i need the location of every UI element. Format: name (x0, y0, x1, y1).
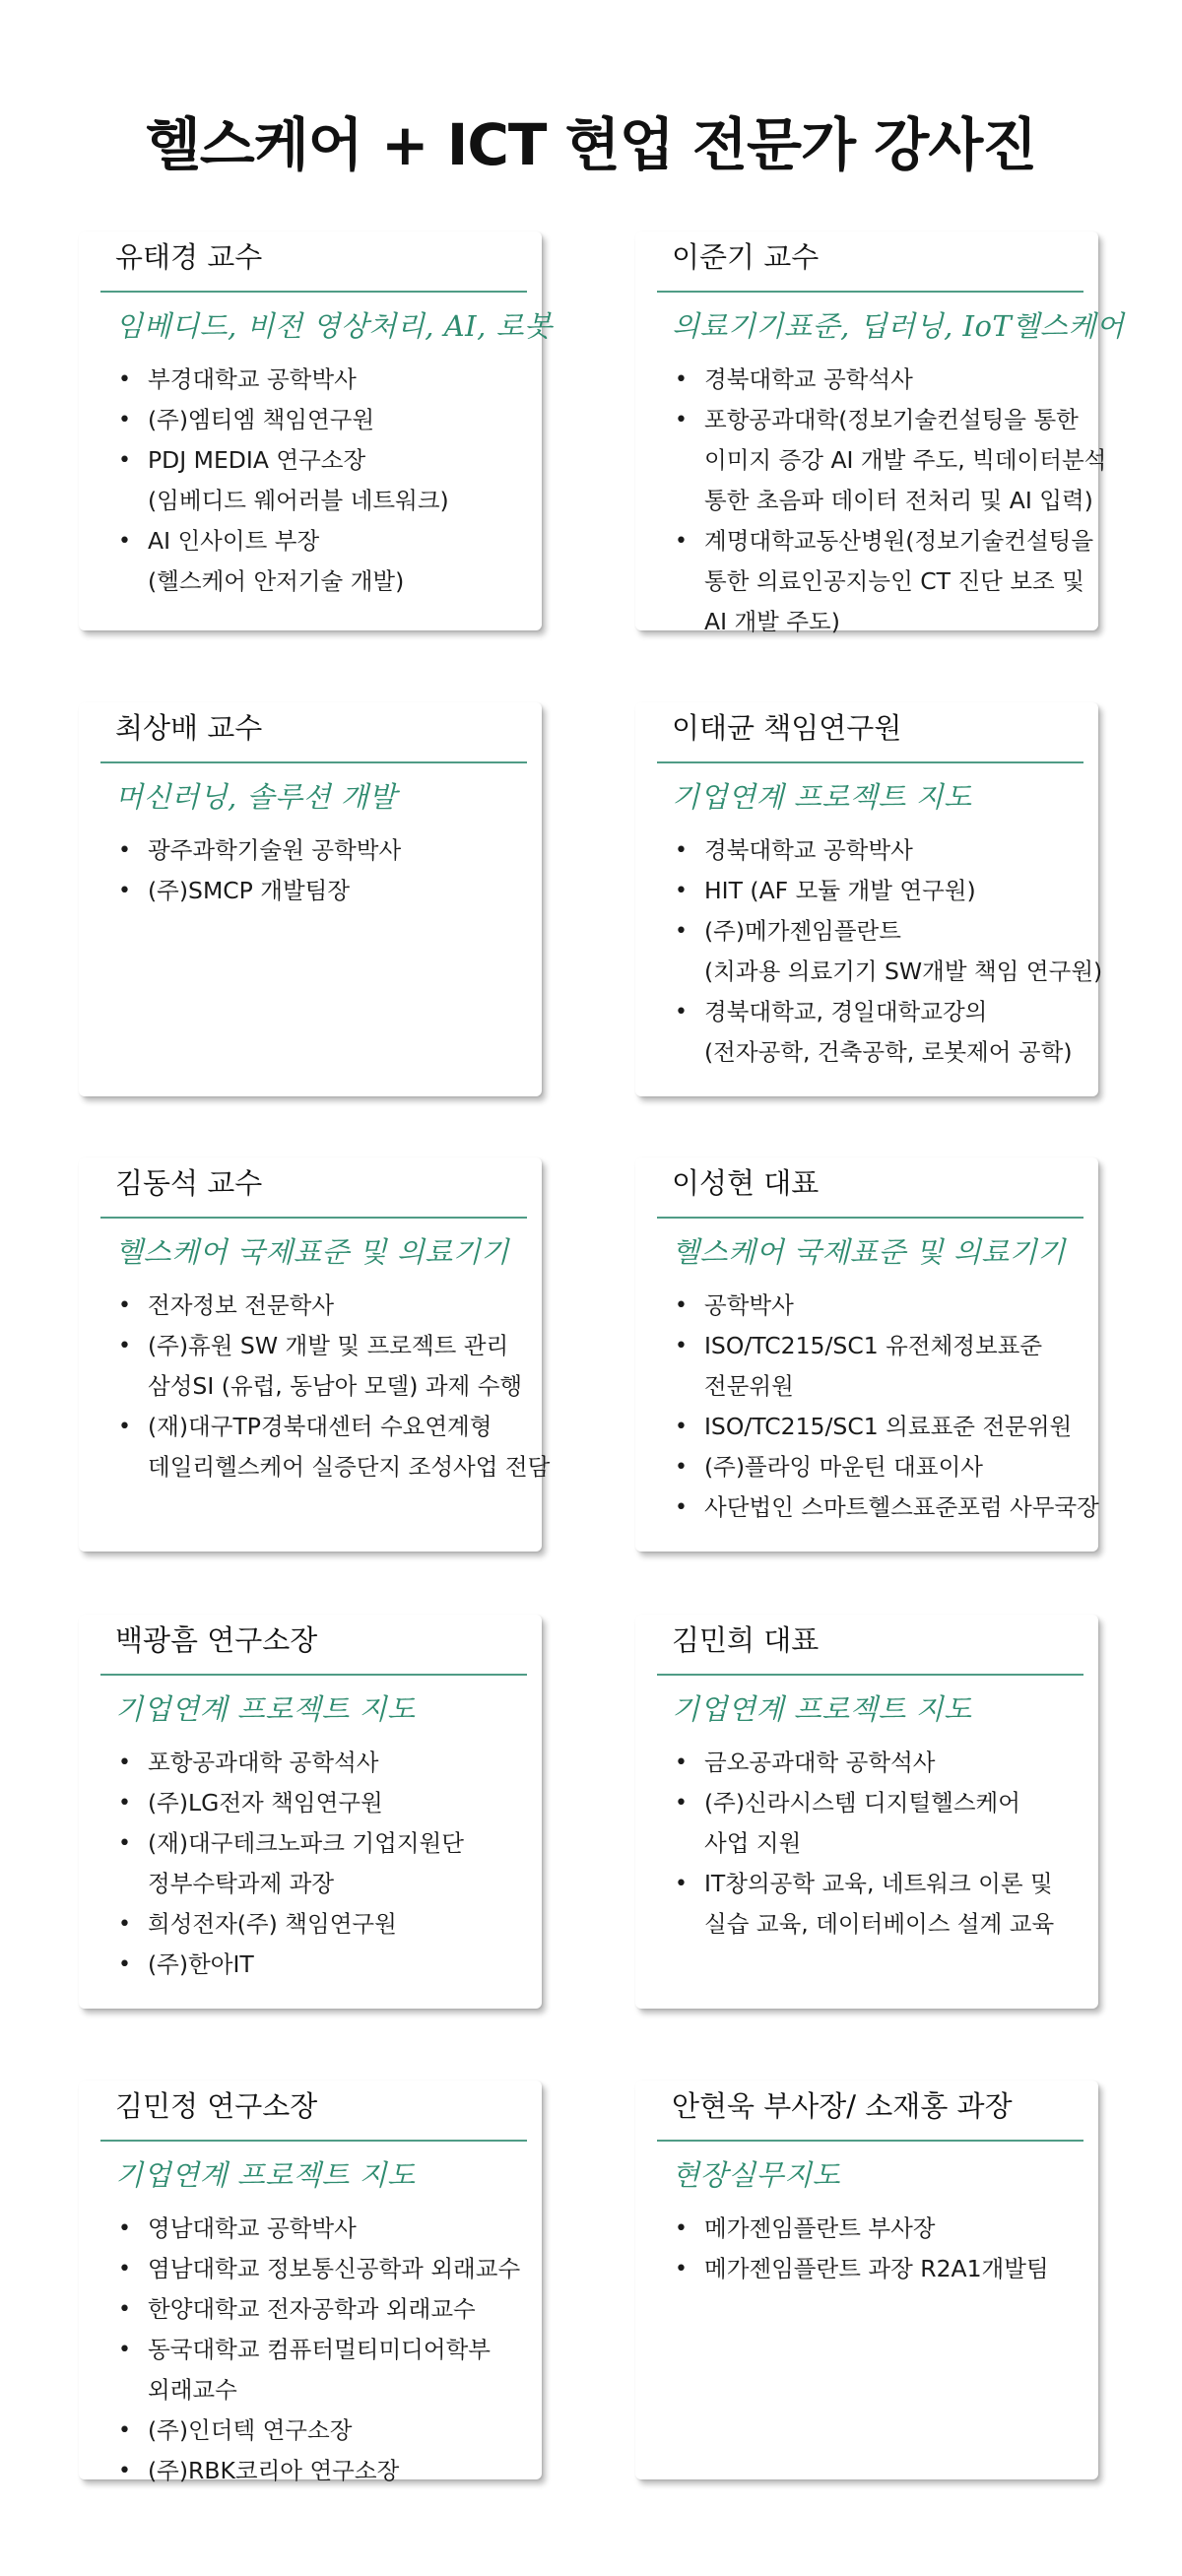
divider (100, 1217, 527, 1219)
credential-line: • 염남대학교 정보통신공학과 외래교수 (148, 2255, 521, 2282)
credential-item (675, 992, 1094, 1073)
credential-list (675, 1286, 1099, 1528)
credential-line: 삼성SI (유럽, 동남아 모델) 과제 수행 (148, 1372, 523, 1400)
credential-item (118, 360, 538, 400)
credential-item (675, 1864, 1094, 1945)
credential-line: • 공학박사 (704, 1291, 794, 1319)
instructor-card (635, 1157, 1098, 1552)
credential-item (675, 1447, 1094, 1487)
divider (100, 291, 527, 293)
credential-line: • 포항공과대학(정보기술컨설팅을 통한 (704, 406, 1079, 433)
credential-item (675, 1487, 1099, 1528)
credential-list (118, 830, 538, 911)
credential-item (118, 1407, 551, 1487)
credential-item (675, 1286, 1094, 1326)
credential-line: • 영남대학교 공학박사 (148, 2214, 357, 2242)
credential-item (675, 1743, 1094, 1783)
credential-line: • (재)대구테크노파크 기업지원단 (148, 1829, 464, 1857)
credential-line: (치과용 의료기기 SW개발 책임 연구원) (704, 958, 1103, 985)
divider (657, 1217, 1084, 1219)
credential-item (675, 360, 1094, 400)
instructor-specialty: 임베디드, 비전 영상처리, AI, 로봇 (115, 309, 553, 343)
credential-line: • (주)인더텍 연구소장 (148, 2416, 353, 2444)
credential-line: • 경북대학교 공학석사 (704, 365, 913, 393)
credential-line: • (주)엠티엠 책임연구원 (148, 406, 375, 433)
credential-line: • (주)한아IT (148, 1950, 254, 1978)
credential-item (118, 830, 538, 871)
credential-item (675, 2249, 1094, 2289)
credential-list (118, 2209, 538, 2491)
instructor-card (79, 702, 542, 1096)
credential-list (118, 360, 538, 602)
credential-line: • 경북대학교 공학박사 (704, 836, 913, 864)
credential-line: 데일리헬스케어 실증단지 조성사업 전담 (148, 1453, 551, 1481)
instructor-specialty: 헬스케어 국제표준 및 의료기기 (672, 1235, 1066, 1269)
instructor-card (79, 1615, 542, 2009)
divider (100, 2140, 527, 2142)
instructor-name: 김민정 연구소장 (115, 2089, 318, 2123)
credential-line: • 메가젠임플란트 부사장 (704, 2214, 936, 2242)
instructor-specialty: 머신러닝, 솔루션 개발 (115, 780, 397, 814)
credential-item (118, 1286, 538, 1326)
credential-line: 전문위원 (704, 1372, 794, 1400)
credential-line: (헬스케어 안저기술 개발) (148, 567, 405, 595)
divider (657, 2140, 1084, 2142)
instructor-name: 이성현 대표 (672, 1166, 820, 1200)
credential-line: • 전자정보 전문학사 (148, 1291, 335, 1319)
credential-line: • 메가젠임플란트 과장 R2A1개발팀 (704, 2255, 1049, 2282)
credential-item (118, 1945, 538, 1985)
instructor-specialty: 헬스케어 국제표준 및 의료기기 (115, 1235, 509, 1269)
divider (657, 761, 1084, 763)
credential-line: (전자공학, 건축공학, 로봇제어 공학) (704, 1038, 1073, 1066)
instructor-name: 최상배 교수 (115, 711, 263, 745)
credential-item (118, 521, 538, 602)
divider (657, 1674, 1084, 1676)
instructor-card (635, 231, 1125, 635)
credential-item (118, 1783, 538, 1823)
credential-item (118, 2289, 538, 2330)
credential-line: • (주)메가젠임플란트 (704, 917, 901, 945)
credential-line: • 경북대학교, 경일대학교강의 (704, 998, 988, 1025)
credential-line: 정부수탁과제 과장 (148, 1870, 335, 1897)
instructor-name: 이태균 책임연구원 (672, 711, 902, 745)
credential-list (118, 1743, 538, 1985)
credential-line: • (주)RBK코리아 연구소장 (148, 2457, 400, 2484)
instructor-card (635, 702, 1103, 1096)
credential-item (118, 2451, 538, 2491)
credential-line: • ISO/TC215/SC1 의료표준 전문위원 (704, 1413, 1073, 1440)
page-title: 헬스케어 + ICT 현업 전문가 강사진 (145, 111, 1037, 178)
credential-item (118, 1904, 538, 1945)
credential-line: • HIT (AF 모듈 개발 연구원) (704, 877, 976, 904)
credential-line: • (주)플라잉 마운틴 대표이사 (704, 1453, 983, 1481)
credential-line: • 한양대학교 전자공학과 외래교수 (148, 2295, 476, 2323)
instructor-name: 김동석 교수 (115, 1166, 263, 1200)
divider (657, 291, 1084, 293)
credential-list (675, 1743, 1094, 1945)
credential-item (118, 2249, 538, 2289)
credential-line: 통한 의료인공지능인 CT 진단 보조 및 (704, 567, 1084, 595)
credential-item (118, 2330, 538, 2411)
credential-line: • 계명대학교동산병원(정보기술컨설팅을 (704, 527, 1094, 555)
credential-line: • ISO/TC215/SC1 유전체정보표준 (704, 1332, 1043, 1359)
divider (100, 1674, 527, 1676)
credential-item (118, 440, 538, 521)
credential-item (675, 521, 1094, 642)
credential-line: • IT창의공학 교육, 네트워크 이론 및 (704, 1870, 1053, 1897)
instructor-card (79, 1157, 551, 1552)
credential-item (675, 1326, 1094, 1407)
credential-list (118, 1286, 551, 1487)
credential-line: • (주)신라시스템 디지털헬스케어 (704, 1789, 1020, 1816)
instructor-specialty: 기업연계 프로젝트 지도 (672, 780, 972, 814)
credential-item (675, 1407, 1094, 1447)
instructor-specialty: 기업연계 프로젝트 지도 (672, 1692, 972, 1726)
credential-line: AI 개발 주도) (704, 608, 840, 635)
instructor-card (79, 2081, 542, 2484)
credential-item (118, 1326, 538, 1407)
credential-line: 외래교수 (148, 2376, 237, 2404)
credential-line: • 동국대학교 컴퓨터멀티미디어학부 (148, 2336, 491, 2363)
instructor-name: 유태경 교수 (115, 240, 263, 274)
credential-item (675, 400, 1107, 521)
instructor-specialty: 기업연계 프로젝트 지도 (115, 2158, 416, 2192)
instructor-specialty: 현장실무지도 (672, 2158, 841, 2192)
divider (100, 761, 527, 763)
credential-item (675, 830, 1094, 871)
credential-line: (임베디드 웨어러블 네트워크) (148, 487, 449, 514)
instructor-specialty: 의료기기표준, 딥러닝, IoT헬스케어 (672, 309, 1125, 343)
credential-line: • 사단법인 스마트헬스표준포럼 사무국장 (704, 1493, 1099, 1521)
credential-line: • 희성전자(주) 책임연구원 (148, 1910, 397, 1938)
credential-item (675, 1783, 1094, 1864)
instructor-name: 이준기 교수 (672, 240, 820, 274)
credential-line: • (주)SMCP 개발팀장 (148, 877, 351, 904)
credential-line: 실습 교육, 데이터베이스 설계 교육 (704, 1910, 1055, 1938)
credential-item (118, 2411, 538, 2451)
instructor-card (79, 231, 553, 630)
credential-line: 통한 초음파 데이터 전처리 및 AI 입력) (704, 487, 1093, 514)
credential-line: • 부경대학교 공학박사 (148, 365, 357, 393)
credential-list (675, 2209, 1094, 2289)
credential-line: • 포항공과대학 공학석사 (148, 1749, 379, 1776)
instructor-card (635, 2081, 1098, 2479)
credential-line: • PDJ MEDIA 연구소장 (148, 446, 366, 474)
credential-line: • (주)LG전자 책임연구원 (148, 1789, 383, 1816)
credential-line: 이미지 증강 AI 개발 주도, 빅데이터분석 (704, 446, 1107, 474)
credential-item (675, 871, 1094, 911)
credential-list (675, 830, 1103, 1073)
credential-line: • 금오공과대학 공학석사 (704, 1749, 936, 1776)
credential-line: 사업 지원 (704, 1829, 802, 1857)
instructor-card (635, 1615, 1098, 2009)
credential-item (118, 2209, 538, 2249)
credential-item (675, 911, 1103, 992)
credential-item (675, 2209, 1094, 2249)
credential-line: • 광주과학기술원 공학박사 (148, 836, 402, 864)
credential-item (118, 400, 538, 440)
credential-line: • AI 인사이트 부장 (148, 527, 320, 555)
credential-line: • (주)휴원 SW 개발 및 프로젝트 관리 (148, 1332, 509, 1359)
credential-item (118, 871, 538, 911)
credential-item (118, 1743, 538, 1783)
instructor-name: 안현욱 부사장/ 소재홍 과장 (672, 2089, 1013, 2123)
credential-line: • (재)대구TP경북대센터 수요연계형 (148, 1413, 492, 1440)
instructor-specialty: 기업연계 프로젝트 지도 (115, 1692, 416, 1726)
instructor-name: 백광흠 연구소장 (115, 1623, 318, 1657)
instructor-name: 김민희 대표 (672, 1623, 820, 1657)
credential-list (675, 360, 1107, 642)
credential-item (118, 1823, 538, 1904)
